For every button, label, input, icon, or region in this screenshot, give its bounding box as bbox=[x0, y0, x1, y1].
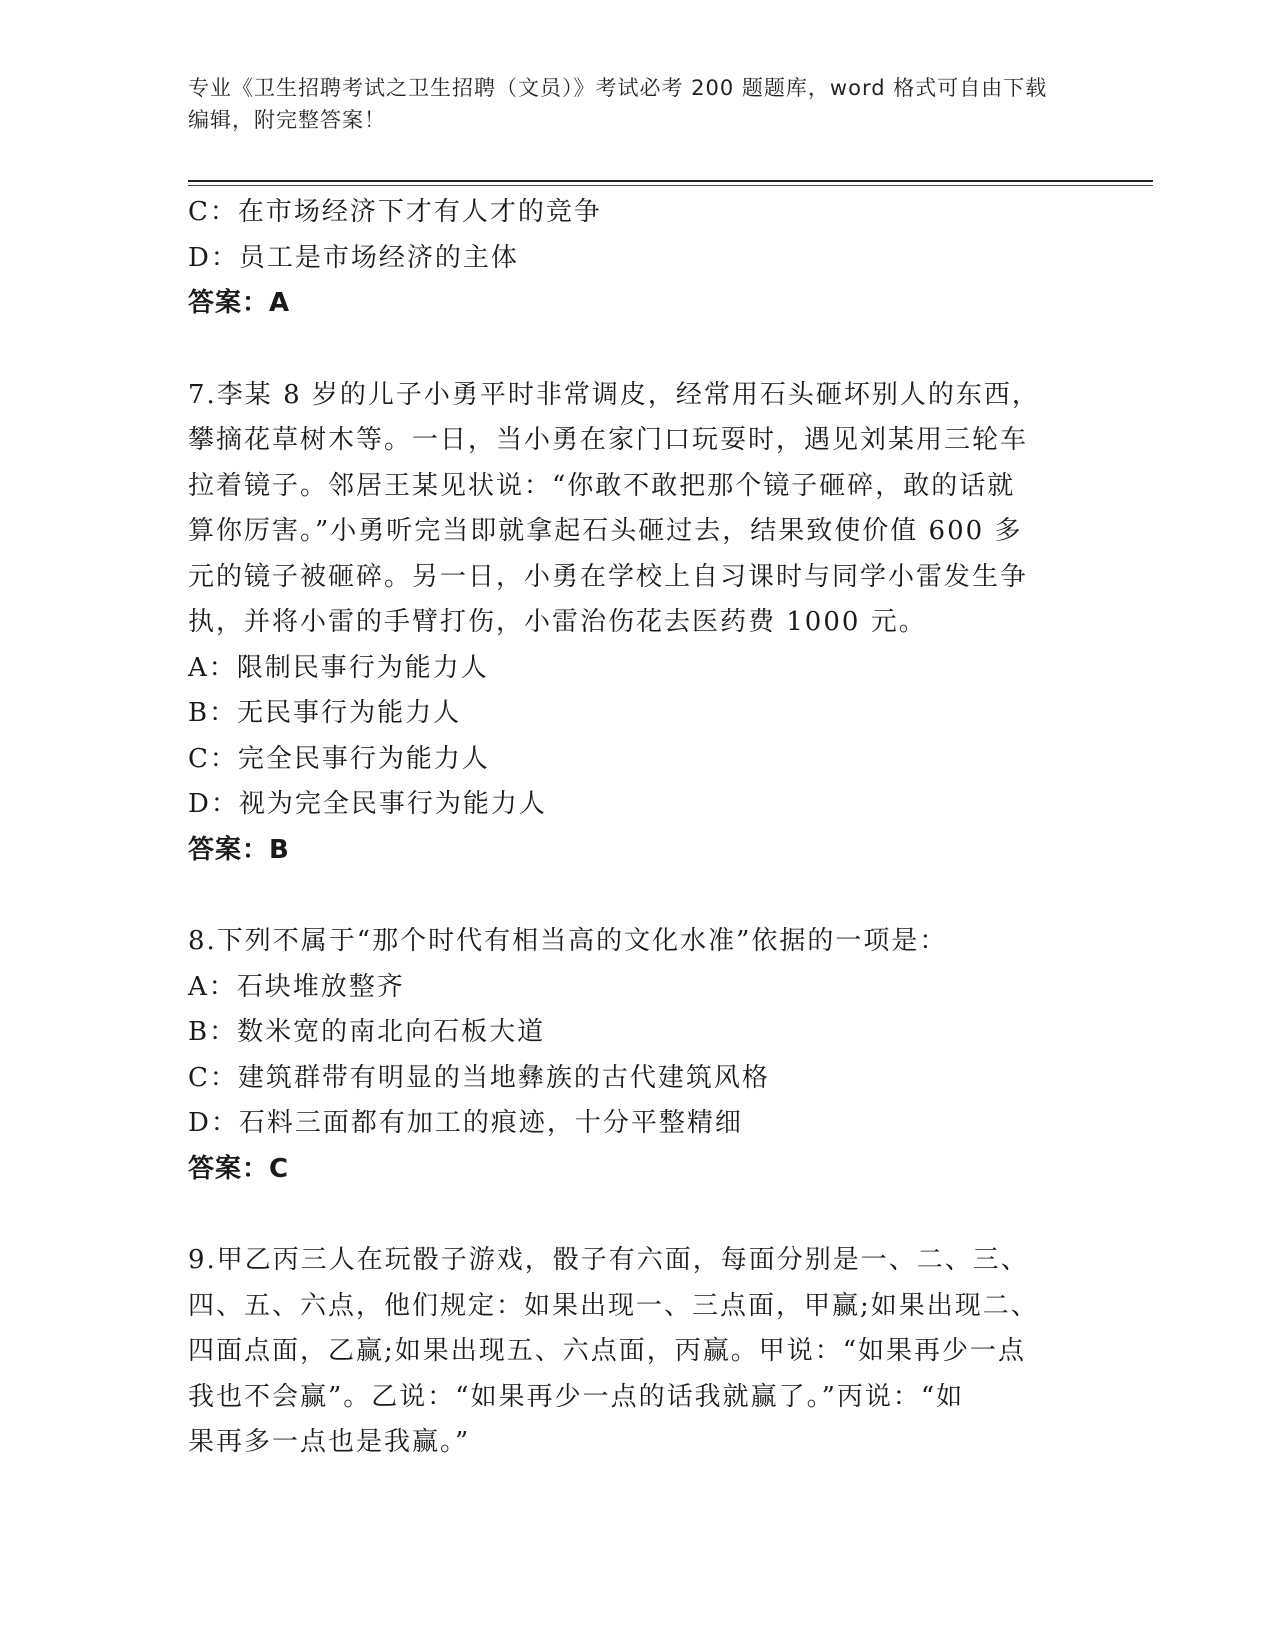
question-stem-line: 果再多一点也是我赢。” bbox=[188, 1427, 471, 1457]
answer: 答案：B bbox=[188, 834, 290, 865]
answer: 答案：A bbox=[188, 288, 291, 318]
option-c: C：在市场经济下才有人才的竞争 bbox=[188, 197, 602, 227]
spacer bbox=[188, 1192, 1068, 1238]
question-list bbox=[188, 190, 1068, 1466]
option-b: B：数米宽的南北向石板大道 bbox=[188, 1017, 546, 1047]
option-a: A：石块堆放整齐 bbox=[188, 971, 405, 1002]
option-d: D：视为完全民事行为能力人 bbox=[188, 789, 547, 819]
question-stem-line: 四面点面，乙赢;如果出现五、六点面，丙赢。甲说：“如果再少一点 bbox=[188, 1336, 1027, 1366]
header-divider bbox=[188, 180, 1153, 182]
question-stem-line: 攀摘花草树木等。一日，当小勇在家门口玩耍时，遇见刘某用三轮车 bbox=[188, 425, 1029, 455]
question-stem-line: 7.李某 8 岁的儿子小勇平时非常调皮，经常用石头砸坏别人的东西， bbox=[188, 379, 1040, 410]
question-stem-line: 8.下列不属于“那个时代有相当高的文化水准”依据的一项是： bbox=[188, 926, 948, 956]
question-6 bbox=[188, 190, 1068, 327]
spacer bbox=[188, 327, 1068, 373]
question-stem-line: 执，并将小雷的手臂打伤，小雷治伤花去医药费 1000 元。 bbox=[188, 607, 927, 637]
question-8 bbox=[188, 919, 1068, 1192]
spacer bbox=[188, 873, 1068, 919]
document-header: 专业《卫生招聘考试之卫生招聘（文员）》考试必考 200 题题库，word 格式可自由下载编辑，附完整答案！ bbox=[188, 76, 1048, 132]
question-stem-line: 9.甲乙丙三人在玩骰子游戏，骰子有六面，每面分别是一、二、三、 bbox=[188, 1245, 1029, 1275]
question-7 bbox=[188, 373, 1068, 874]
option-b: B：无民事行为能力人 bbox=[188, 698, 462, 728]
option-a: A：限制民事行为能力人 bbox=[188, 652, 489, 683]
option-c: C：建筑群带有明显的当地彝族的古代建筑风格 bbox=[188, 1062, 770, 1093]
option-c: C：完全民事行为能力人 bbox=[188, 743, 490, 774]
question-stem-line: 拉着镜子。邻居王某见状说：“你敢不敢把那个镜子砸碎，敢的话就 bbox=[188, 470, 1016, 501]
answer: 答案：C bbox=[188, 1153, 290, 1184]
header-divider-thin bbox=[188, 185, 1153, 186]
question-9 bbox=[188, 1238, 1068, 1466]
question-stem-line: 我也不会赢”。乙说：“如果再少一点的话我就赢了。”丙说：“如 bbox=[188, 1381, 965, 1412]
question-stem-line: 算你厉害。”小勇听完当即就拿起石头砸过去，结果致使价值 600 多 bbox=[188, 516, 1023, 546]
option-d: D：员工是市场经济的主体 bbox=[188, 242, 519, 273]
option-d: D：石料三面都有加工的痕迹，十分平整精细 bbox=[188, 1108, 743, 1138]
question-stem-line: 元的镜子被砸碎。另一日，小勇在学校上自习课时与同学小雷发生争 bbox=[188, 561, 1029, 592]
question-stem-line: 四、五、六点，他们规定：如果出现一、三点面，甲赢;如果出现二、 bbox=[188, 1290, 1039, 1321]
